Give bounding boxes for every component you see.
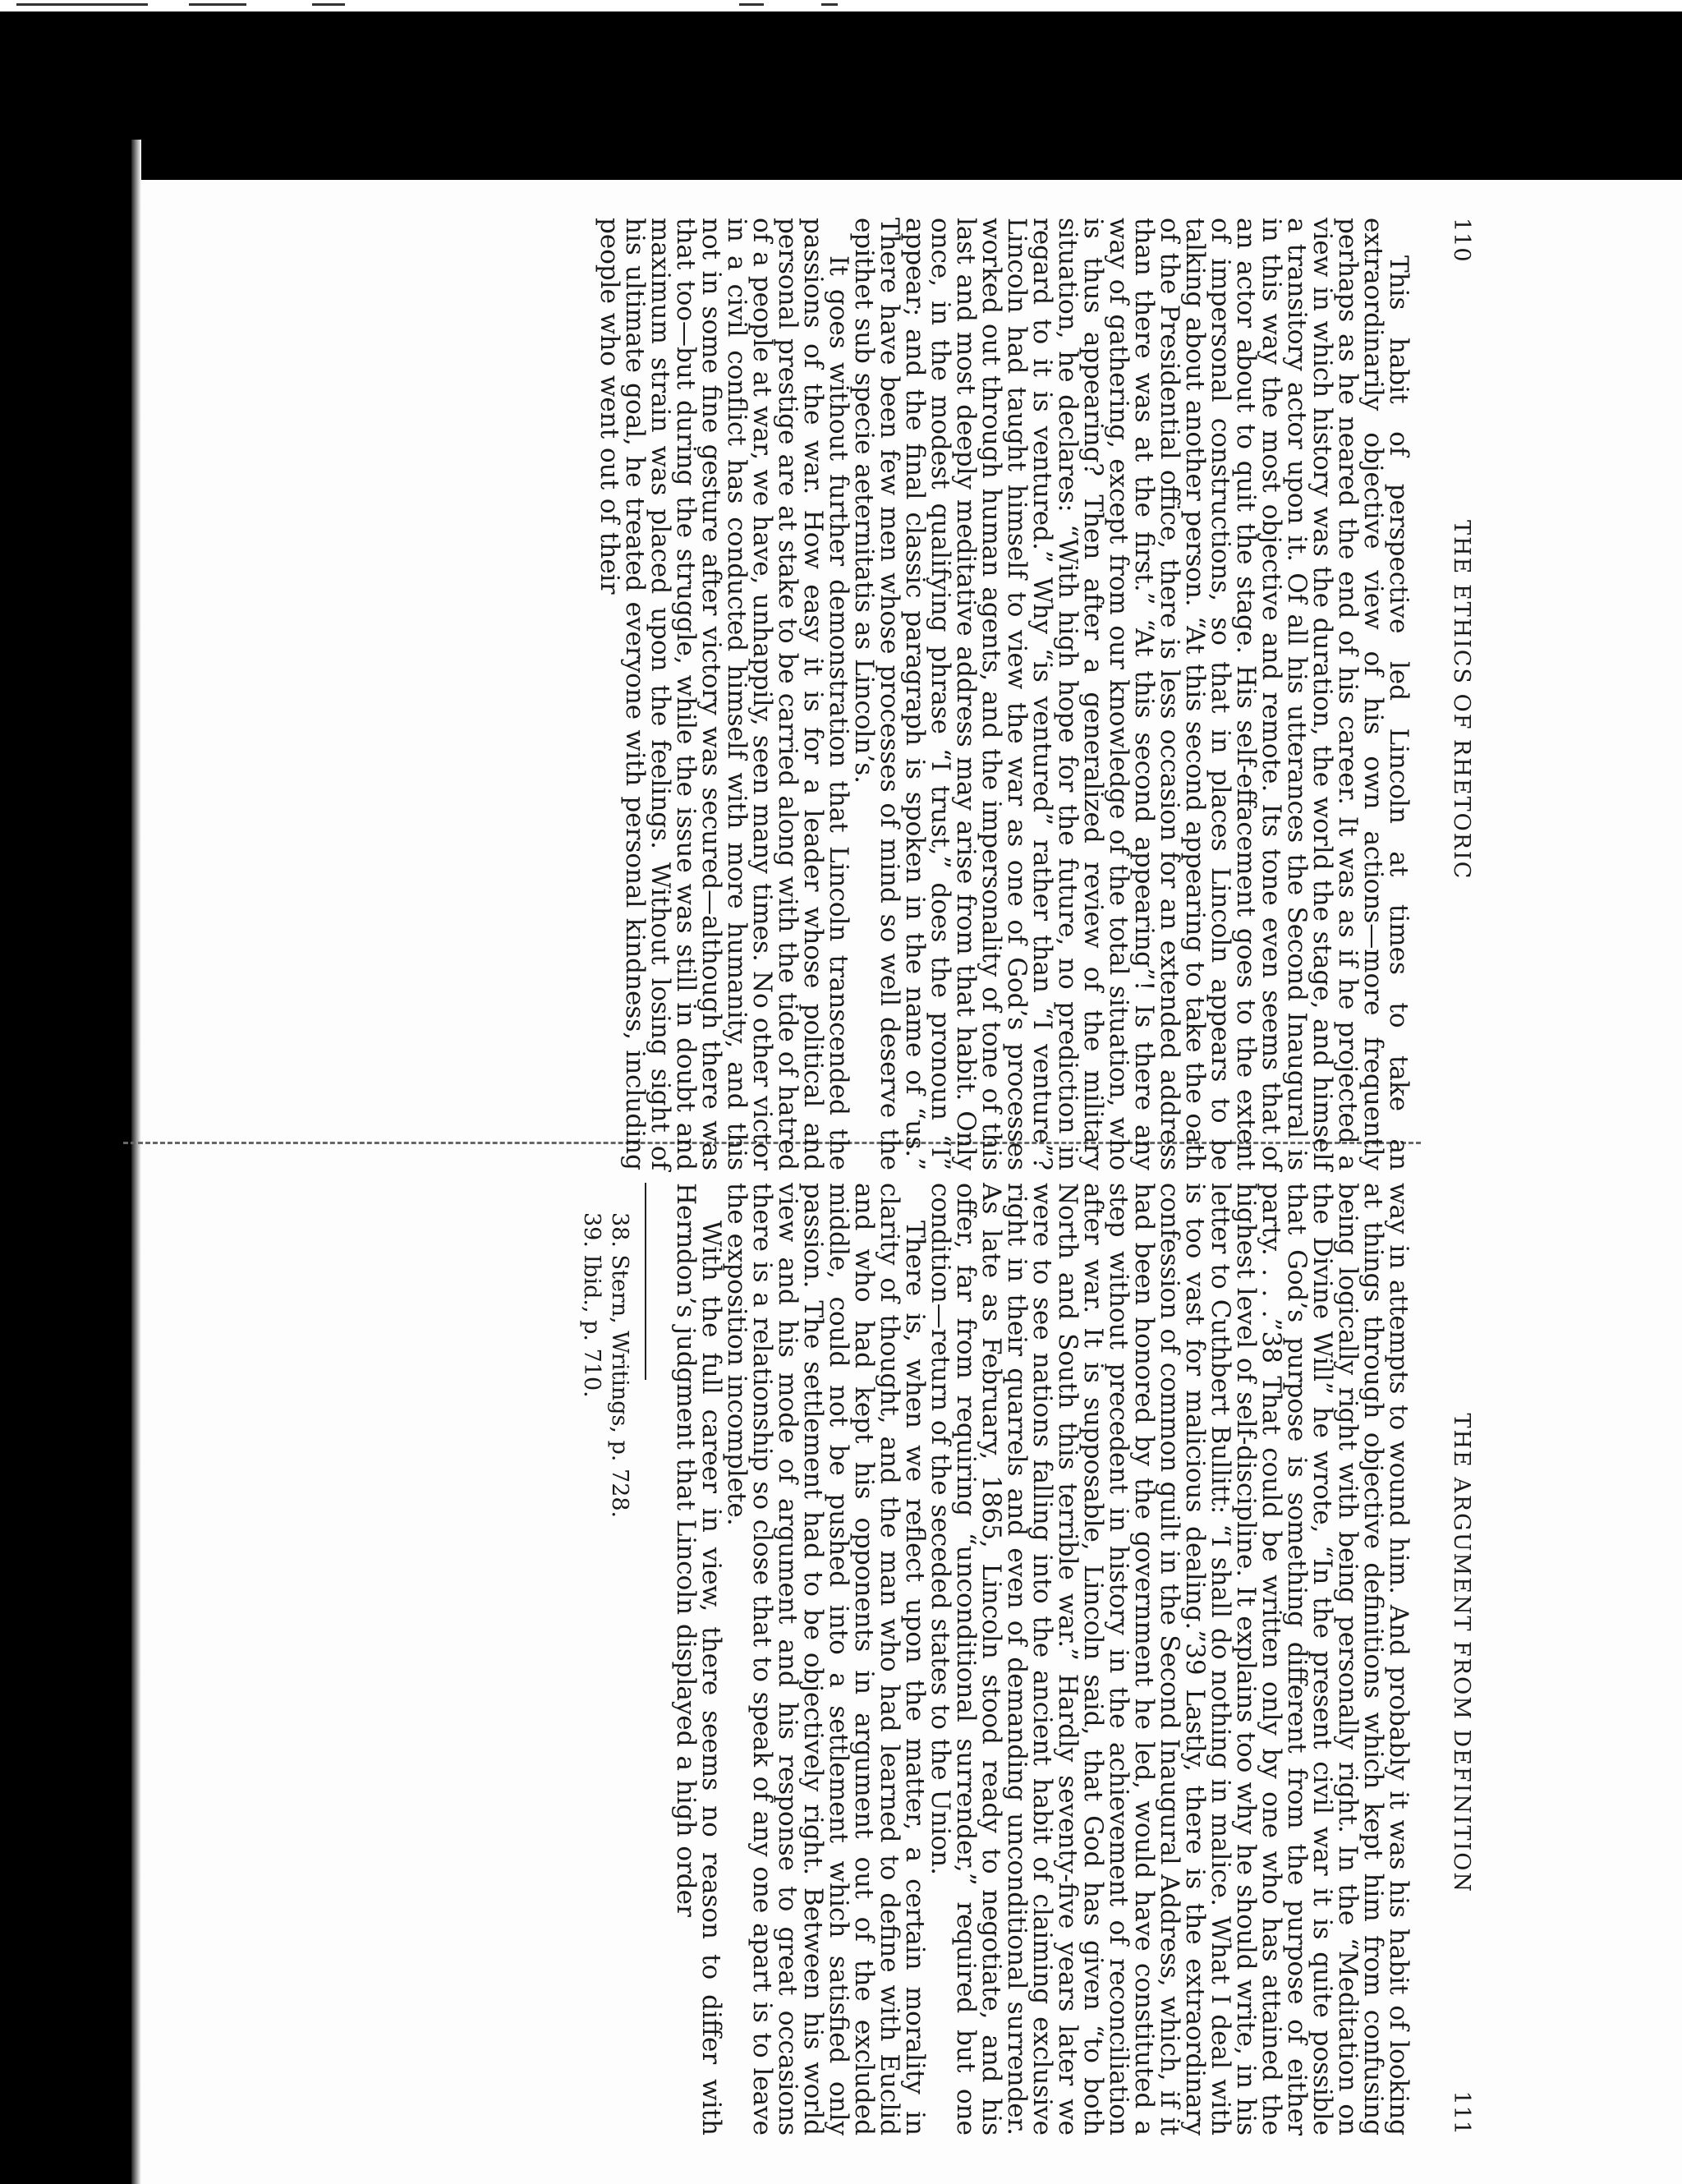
- scan-border-left: [0, 11, 131, 2184]
- right-page-header: [1449, 1183, 1474, 2136]
- left-page-number: 110: [1449, 218, 1474, 263]
- right-page-body: [673, 1183, 1411, 2136]
- right-paragraph-2: There is, when we reflect upon the matter, a certain morality in clarity of thought, and the man who had learned to define with Euclid and who had kept his opponents in argument out of the excluded middle, could not be pushed into a settlement which satisfied only passion. The settlement had to be objectively right. Between his world view and his mode of argument and his response to great occasions there is a relationship so close that to speak of any one apart is to leave the exposition incomplete.: [722, 1183, 930, 2136]
- right-paragraph-3: With the full career in view, there seems no reason to differ with Herndon’s judgment that Lincoln displayed a high order: [671, 1183, 726, 2136]
- left-paragraph-1: This habit of perspective led Lincoln at times to take an extraordinarily objective view of his own actions—more frequently perhaps as he neared the end of his career. It was as if he projected a view in which history was the duration, the world the stage, and himself a transitory actor upon it. Of all his utterances the Second Inaugural is in this way the most objective and remote. Its tone even seems that of an actor about to quit the stage. His self-effacement goes to the extent of impersonal constructions, so that in places Lincoln appears to be talking about another person. “At this second appearing to take the oath of the Presidential office, there is less occasion for an extended address than there was at the first.” “At this second appearing”! Is there any way of gathering, except from our knowledge of the total situation, who is thus appearing? Then after a generalized review of the military situation, he declares: “With high hope for the future, no prediction in regard to it is ventured.” Why “is ventured” rather than “I venture”? Lincoln had taught himself to view the war as one of God’s processes worked out through human agents, and the impersonality of tone of this last and most deeply meditative address may arise from that habit. Only once, in the modest qualifying phrase “I trust,” does the pronoun “I” appear; and the final classic paragraph is spoken in the name of “us.” There have been few men whose processes of mind so well deserve the epithet sub specie aeternitatis as Lincoln’s.: [849, 218, 1413, 1170]
- right-page-number: 111: [1449, 2090, 1474, 2136]
- left-running-head: THE ETHICS OF RHETORIC: [1449, 520, 1474, 880]
- footnote-38: 38. Stern, Writings, p. 728.: [607, 1212, 632, 1519]
- footnote-39: 39. Ibid., p. 710.: [579, 1212, 605, 1398]
- left-page: [596, 218, 1474, 1170]
- scan-border-top: [0, 11, 1682, 180]
- right-paragraph-1: way in attempts to wound him. And probably it was his habit of looking at things through objective definitions which kept him from confusing being logically right with being personally right. In the “Meditation on the Divine Will” he wrote, “In the present civil war it is quite possible that God’s purpose is something different from the purpose of either party. . . .”38 That could be written only by one who has attained the highest level of self-discipline. It explains too why he should write, in his letter to Cuthbert Bullitt: “I shall do nothing in malice. What I deal with is too vast for malicious dealing.”39 Lastly, there is the extraordinary confession of common guilt in the Second Inaugural Address, which, if it had been honored by the government he led, would have constituted a step without precedent in history in the achievement of reconciliation after war. It is supposable, Lincoln said, that God has given “to both North and South this terrible war.” Hardly seventy-five years later we were to see nations falling into the ancient habit of claiming exclusive right in their quarrels and even of demanding unconditional surrender. As late as February, 1865, Lincoln stood ready to negotiate, and his offer, far from requiring “unconditional surrender,” required but one condition—return of the seceded states to the Union.: [926, 1183, 1413, 2136]
- left-page-header: [1449, 218, 1474, 1170]
- footnote-rule: [645, 1183, 646, 1380]
- left-page-body: [596, 218, 1411, 1170]
- right-running-head: THE ARGUMENT FROM DEFINITION: [1449, 1413, 1474, 1893]
- left-paragraph-2: It goes without further demonstration that Lincoln transcended the passions of the war. How easy it is for a leader whose political and personal prestige are at stake to be carried along with the tide of hatred of a people at war, we have, unhappily, seen many times. No other victor in a civil conflict has conducted himself with more humanity, and this not in some fine gesture after victory was secured—although there was that too—but during the struggle, while the issue was still in doubt and maximum strain was placed upon the feelings. Without losing sight of his ultimate goal, he treated everyone with personal kindness, including people who went out of their: [595, 218, 853, 1170]
- scan-top-strip: [0, 0, 1682, 11]
- right-page: [578, 1183, 1475, 2136]
- page-edge-shadow: [131, 140, 141, 2184]
